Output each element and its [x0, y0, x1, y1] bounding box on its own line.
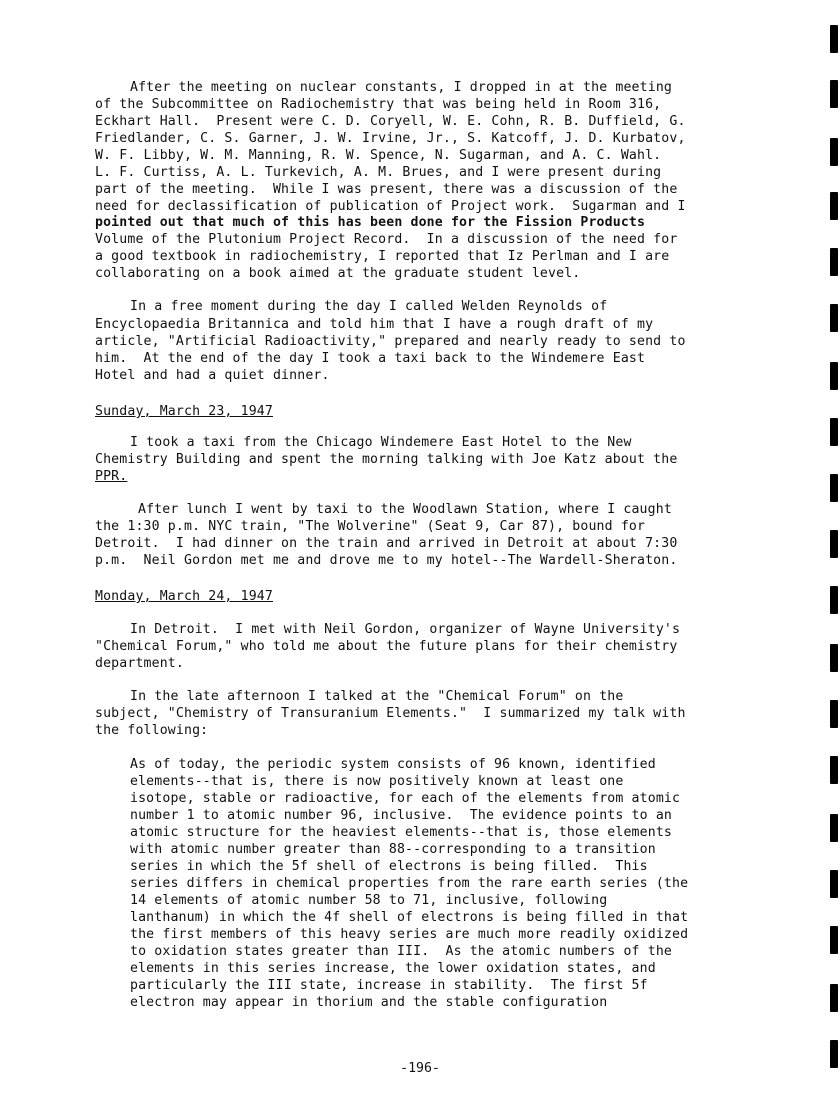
- text-line: number 1 to atomic number 96, inclusive. The evidence points to an: [130, 808, 672, 823]
- text-line: subject, "Chemistry of Transuranium Elements." I summarized my talk with: [95, 706, 686, 721]
- text-line: series differs in chemical properties from the rare earth series (the: [130, 876, 689, 891]
- text-line: W. F. Libby, W. M. Manning, R. W. Spence, N. Sugarman, and A. C. Wahl.: [95, 148, 662, 163]
- text-line: Volume of the Plutonium Project Record. In a discussion of the need for: [95, 232, 678, 247]
- text-line: "Chemical Forum," who told me about the future plans for their chemistry: [95, 639, 678, 654]
- scan-edge-mark: [830, 248, 838, 276]
- scan-edge-mark: [830, 814, 838, 842]
- text-line: part of the meeting. While I was present, there was a discussion of the: [95, 182, 678, 197]
- text-line-bold: pointed out that much of this has been done for the Fission Products: [95, 215, 646, 230]
- text-line: collaborating on a book aimed at the graduate student level.: [95, 266, 581, 281]
- scan-edge-mark: [830, 644, 838, 672]
- text-line: the first members of this heavy series are much more readily oxidized: [130, 927, 689, 942]
- text-line: In Detroit. I met with Neil Gordon, organizer of Wayne University's: [130, 622, 681, 637]
- text-line: elements--that is, there is now positively known at least one: [130, 774, 624, 789]
- text-line: isotope, stable or radioactive, for each of the elements from atomic: [130, 791, 681, 806]
- text-line: In a free moment during the day I called Welden Reynolds of: [130, 299, 608, 314]
- scan-edge-mark: [830, 138, 838, 166]
- scan-edge-mark: [830, 418, 838, 446]
- scan-edge-mark: [830, 25, 838, 53]
- scan-edge-mark: [830, 586, 838, 614]
- scan-edge-mark: [830, 700, 838, 728]
- text-line: department.: [95, 656, 184, 671]
- scan-edge-mark: [830, 530, 838, 558]
- text-line: In the late afternoon I talked at the "Chemical Forum" on the: [130, 689, 624, 704]
- text-line: article, "Artificial Radioactivity," prepared and nearly ready to send to: [95, 334, 686, 349]
- text-line: PPR.: [95, 469, 128, 484]
- text-line: electron may appear in thorium and the stable configuration: [130, 995, 608, 1010]
- text-line: atomic structure for the heaviest elements--that is, those elements: [130, 825, 672, 840]
- text-line: a good textbook in radiochemistry, I reported that Iz Perlman and I are: [95, 249, 670, 264]
- scan-edge-mark: [830, 474, 838, 502]
- scan-edge-mark: [830, 80, 838, 108]
- text-line: I took a taxi from the Chicago Windemere East Hotel to the New: [130, 435, 632, 450]
- text-line: of the Subcommittee on Radiochemistry that was being held in Room 316,: [95, 97, 662, 112]
- scan-edge-mark: [830, 192, 838, 220]
- text-line: 14 elements of atomic number 58 to 71, inclusive, following: [130, 893, 608, 908]
- text-line: After lunch I went by taxi to the Woodlawn Station, where I caught: [138, 502, 672, 517]
- text-line: L. F. Curtiss, A. L. Turkevich, A. M. Brues, and I were present during: [95, 165, 662, 180]
- text-line: elements in this series increase, the lower oxidation states, and: [130, 961, 656, 976]
- text-line: Friedlander, C. S. Garner, J. W. Irvine, Jr., S. Katcoff, J. D. Kurbatov,: [95, 131, 686, 146]
- text-line: the 1:30 p.m. NYC train, "The Wolverine" (Seat 9, Car 87), bound for: [95, 519, 646, 534]
- text-line: him. At the end of the day I took a taxi back to the Windemere East: [95, 351, 646, 366]
- scan-edge-mark: [830, 756, 838, 784]
- scan-edge-mark: [830, 870, 838, 898]
- text-line: Eckhart Hall. Present were C. D. Coryell, W. E. Cohn, R. B. Duffield, G.: [95, 114, 686, 129]
- text-line: series in which the 5f shell of electrons is being filled. This: [130, 859, 648, 874]
- text-line: Hotel and had a quiet dinner.: [95, 368, 330, 383]
- text-line: Detroit. I had dinner on the train and arrived in Detroit at about 7:30: [95, 536, 678, 551]
- page-number: -196-: [400, 1061, 440, 1076]
- text-line: As of today, the periodic system consists of 96 known, identified: [130, 757, 656, 772]
- text-line: Encyclopaedia Britannica and told him that I have a rough draft of my: [95, 317, 654, 332]
- text-line: with atomic number greater than 88--corresponding to a transition: [130, 842, 656, 857]
- scan-edge-mark: [830, 984, 838, 1012]
- text-line: After the meeting on nuclear constants, I dropped in at the meeting: [130, 80, 672, 95]
- text-line: particularly the III state, increase in stability. The first 5f: [130, 978, 648, 993]
- text-line: need for declassification of publication of Project work. Sugarman and I: [95, 199, 686, 214]
- text-line: the following:: [95, 723, 209, 738]
- date-heading: Monday, March 24, 1947: [95, 589, 273, 604]
- text-line: Chemistry Building and spent the morning talking with Joe Katz about the: [95, 452, 678, 467]
- text-line: p.m. Neil Gordon met me and drove me to my hotel--The Wardell-Sheraton.: [95, 553, 678, 568]
- text-line: lanthanum) in which the 4f shell of electrons is being filled in that: [130, 910, 689, 925]
- scan-edge-mark: [830, 926, 838, 954]
- date-heading: Sunday, March 23, 1947: [95, 404, 273, 419]
- text-line: to oxidation states greater than III. As the atomic numbers of the: [130, 944, 672, 959]
- scan-edge-mark: [830, 362, 838, 390]
- scan-edge-mark: [830, 304, 838, 332]
